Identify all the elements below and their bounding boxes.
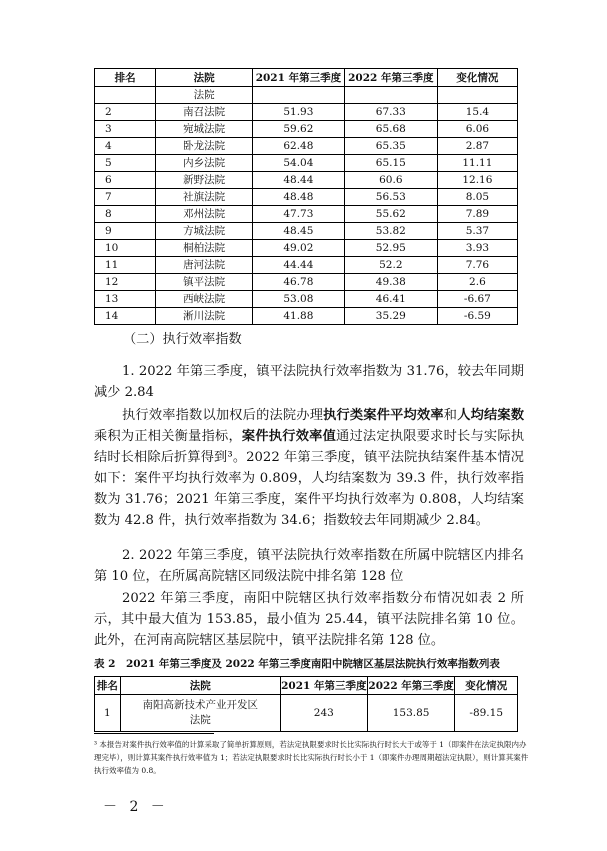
cell-change: 12.16 xyxy=(437,172,517,189)
cell-court: 南阳高新技术产业开发区法院 xyxy=(120,695,280,732)
header-2022: 2022 年第三季度 xyxy=(367,677,455,695)
cell-court: 邓州法院 xyxy=(156,206,253,223)
cell-2021: 48.44 xyxy=(252,172,344,189)
table-row xyxy=(95,695,518,732)
cell-court: 淅川法院 xyxy=(156,308,253,325)
footnote: ³ 本报告对案件执行效率值的计算采取了简单折算原则，若法定执限要求时长比实际执行时长大于或等于 1（即案件在法定执限内办理完毕），则计算其案件执行效率值为 1；若法定执限要求时长比实际执行时长小于 1（即案件办理周期超法定执限），则计算其案件执行效率值为 0.8。 xyxy=(94,740,529,775)
cell-rank: 3 xyxy=(95,121,156,138)
p2-bold-d: 人均结案数 xyxy=(457,408,525,423)
cell-change: 5.37 xyxy=(437,223,517,240)
cell-rank: 11 xyxy=(95,257,156,274)
table-row xyxy=(95,291,518,308)
cell-court: 内乡法院 xyxy=(156,155,253,172)
cell-court: 南召法院 xyxy=(156,104,253,121)
footnote-divider xyxy=(94,733,214,734)
table-header-row xyxy=(95,677,518,695)
cell-court: 桐柏法院 xyxy=(156,240,253,257)
cell-2022: 49.38 xyxy=(344,274,437,291)
cell-2022: 60.6 xyxy=(344,172,437,189)
table-row xyxy=(95,104,518,121)
table-2 xyxy=(94,676,518,732)
cell-2021: 243 xyxy=(280,695,367,732)
cell-court: 新野法院 xyxy=(156,172,253,189)
cell-2022: 65.35 xyxy=(344,138,437,155)
header-change: 变化情况 xyxy=(437,69,517,87)
cell-change: 8.05 xyxy=(437,189,517,206)
cell-rank: 9 xyxy=(95,223,156,240)
table-header-row xyxy=(95,69,518,87)
table-row xyxy=(95,240,518,257)
p2-text-c: 和 xyxy=(443,408,458,423)
p2-bold-b: 执行类案件平均效率 xyxy=(323,408,444,423)
p2-text-e: 乘积为正相关衡量指标， xyxy=(94,429,242,444)
cell-rank: 14 xyxy=(95,308,156,325)
p2-bold-f: 案件执行效率值 xyxy=(241,429,337,444)
p2-text-g: 通过法定执限要求时长与实际执结时长相除后折算得到³。2022 年第三季度，镇平法院执结案件基本情况如下：案件平均执行效率为 0.809，人均结案数为 39.3 件，执行效率指数为 31.76；2021 年第三季度，案件平均执行效率为 0.808，人均结案数为 42.8 件，执行效率指数为 34.6；指数较去年同期减少 2.84。 xyxy=(94,429,525,528)
table-row xyxy=(95,189,518,206)
cell-change: 15.4 xyxy=(437,104,517,121)
cell-2022: 53.82 xyxy=(344,223,437,240)
cell-2022: 56.53 xyxy=(344,189,437,206)
table-row xyxy=(95,274,518,291)
cell-rank: 7 xyxy=(95,189,156,206)
table-1 xyxy=(94,68,518,325)
paragraph-3: 2. 2022 年第三季度，镇平法院执行效率指数在所属中院辖区内排名第 10 位，在所属高院辖区同级法院中排名第 128 位 xyxy=(94,548,524,584)
cell-rank: 6 xyxy=(95,172,156,189)
cell-court: 社旗法院 xyxy=(156,189,253,206)
table-row xyxy=(95,121,518,138)
header-2021: 2021 年第三季度 xyxy=(252,69,344,87)
header-2021: 2021 年第三季度 xyxy=(280,677,367,695)
page-number: － 2 － xyxy=(103,799,169,815)
header-court: 法院 xyxy=(156,69,253,87)
cell-court: 西峡法院 xyxy=(156,291,253,308)
cell-rank: 5 xyxy=(95,155,156,172)
table-2-caption: 表 2 2021 年第三季度及 2022 年第三季度南阳中院辖区基层法院执行效率指数列表 xyxy=(94,658,500,670)
cell-2022: 52.2 xyxy=(344,257,437,274)
cell-2022: 65.15 xyxy=(344,155,437,172)
cell-2021: 51.93 xyxy=(252,104,344,121)
cell-court: 宛城法院 xyxy=(156,121,253,138)
table-row xyxy=(95,138,518,155)
cell-2021: 62.48 xyxy=(252,138,344,155)
paragraph-4: 2022 年第三季度，南阳中院辖区执行效率指数分布情况如表 2 所示，其中最大值为 153.85，最小值为 25.44，镇平法院排名第 10 位。此外，在河南高院辖区基层院中，镇平法院排名第 128 位。 xyxy=(94,591,524,648)
cell-change: 2.87 xyxy=(437,138,517,155)
cell-2021: 48.48 xyxy=(252,189,344,206)
cell-rank xyxy=(95,87,156,104)
header-rank: 排名 xyxy=(95,69,156,87)
table-row xyxy=(95,172,518,189)
cell-2021: 53.08 xyxy=(252,291,344,308)
section-heading: （二）执行效率指数 xyxy=(123,332,242,347)
paragraph-1: 1. 2022 年第三季度，镇平法院执行效率指数为 31.76，较去年同期减少 2.84 xyxy=(94,364,524,400)
cell-rank: 13 xyxy=(95,291,156,308)
cell-change: -6.67 xyxy=(437,291,517,308)
cell-2021: 46.78 xyxy=(252,274,344,291)
cell-2021: 49.02 xyxy=(252,240,344,257)
table-row xyxy=(95,257,518,274)
header-2022: 2022 年第三季度 xyxy=(344,69,437,87)
cell-rank: 4 xyxy=(95,138,156,155)
cell-change: 3.93 xyxy=(437,240,517,257)
cell-2021: 41.88 xyxy=(252,308,344,325)
cell-2021: 47.73 xyxy=(252,206,344,223)
cell-2021: 44.44 xyxy=(252,257,344,274)
cell-2022: 55.62 xyxy=(344,206,437,223)
cell-change: -89.15 xyxy=(455,695,518,732)
cell-court: 法院 xyxy=(156,87,253,104)
cell-rank: 1 xyxy=(95,695,121,732)
cell-2022: 65.68 xyxy=(344,121,437,138)
cell-change: -6.59 xyxy=(437,308,517,325)
cell-rank: 8 xyxy=(95,206,156,223)
cell-2021: 59.62 xyxy=(252,121,344,138)
cell-change: 7.89 xyxy=(437,206,517,223)
header-rank: 排名 xyxy=(95,677,121,695)
cell-2022: 46.41 xyxy=(344,291,437,308)
cell-change: 6.06 xyxy=(437,121,517,138)
cell-2022: 35.29 xyxy=(344,308,437,325)
table-row xyxy=(95,155,518,172)
header-change: 变化情况 xyxy=(455,677,518,695)
cell-2021 xyxy=(252,87,344,104)
paragraph-2 xyxy=(94,405,524,531)
table-row xyxy=(95,206,518,223)
table-row xyxy=(95,223,518,240)
cell-court: 唐河法院 xyxy=(156,257,253,274)
cell-change: 2.6 xyxy=(437,274,517,291)
cell-2022 xyxy=(344,87,437,104)
cell-court: 方城法院 xyxy=(156,223,253,240)
cell-court: 卧龙法院 xyxy=(156,138,253,155)
cell-2021: 54.04 xyxy=(252,155,344,172)
table-row xyxy=(95,87,518,104)
cell-change xyxy=(437,87,517,104)
cell-2022: 52.95 xyxy=(344,240,437,257)
cell-court: 镇平法院 xyxy=(156,274,253,291)
cell-change: 11.11 xyxy=(437,155,517,172)
p2-text-a: 执行效率指数以加权后的法院办理 xyxy=(122,408,324,423)
cell-rank: 2 xyxy=(95,104,156,121)
header-court: 法院 xyxy=(120,677,280,695)
table-row xyxy=(95,308,518,325)
cell-change: 7.76 xyxy=(437,257,517,274)
cell-rank: 10 xyxy=(95,240,156,257)
cell-2021: 48.45 xyxy=(252,223,344,240)
cell-2022: 67.33 xyxy=(344,104,437,121)
cell-rank: 12 xyxy=(95,274,156,291)
cell-2022: 153.85 xyxy=(367,695,455,732)
